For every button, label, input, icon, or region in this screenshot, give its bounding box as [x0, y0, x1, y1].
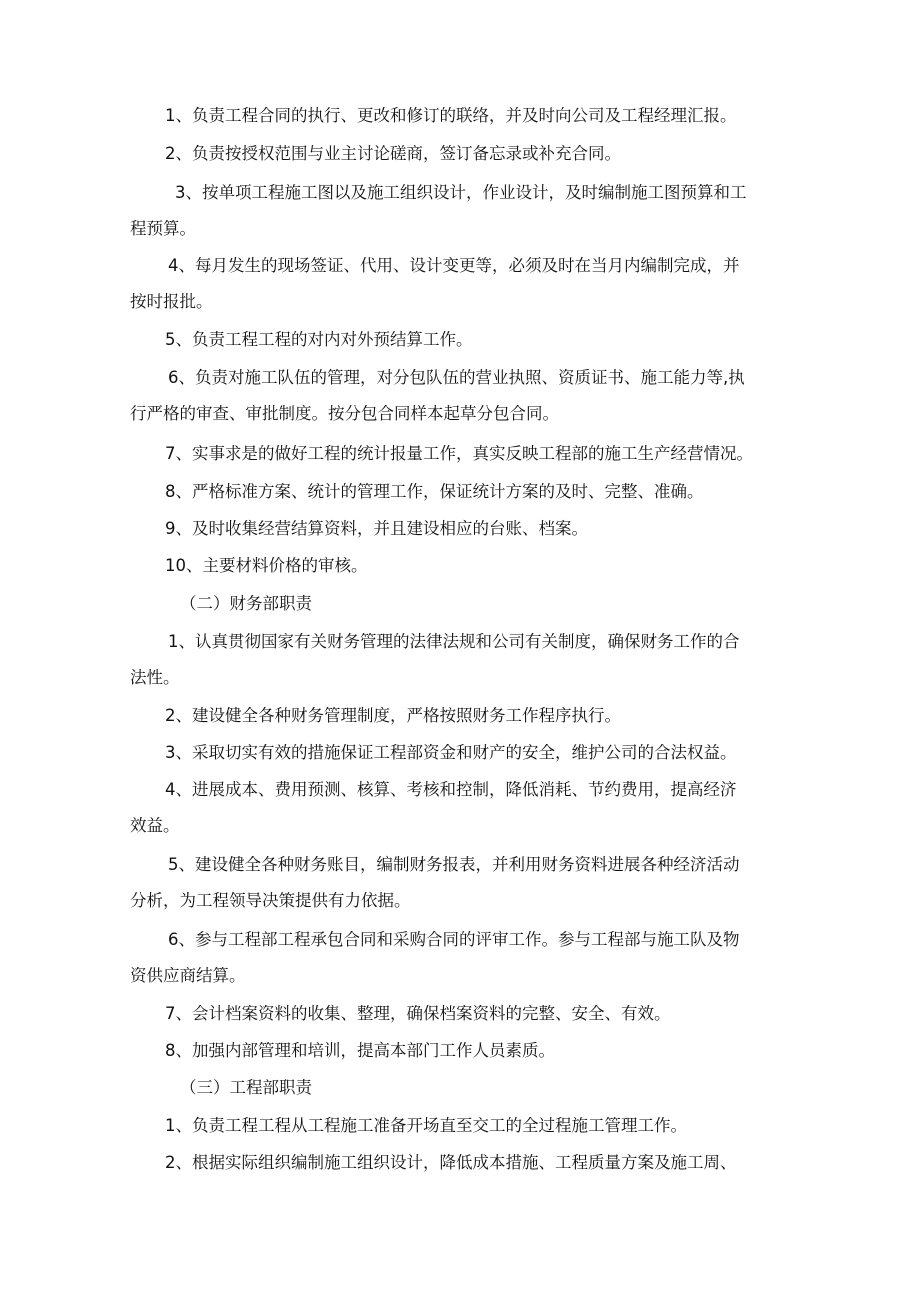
- paragraph-finance-6: [130, 922, 828, 994]
- paragraph-finance-4-line2: 效益。: [130, 816, 180, 835]
- paragraph-prev-7: 7、实事求是的做好工程的统计报量工作，真实反映工程部的施工生产经营情况。: [165, 444, 753, 463]
- paragraph-finance-2: 2、建设健全各种财务管理制度，严格按照财务工作程序执行。: [165, 706, 621, 725]
- paragraph-finance-1-line1: 1、认真贯彻国家有关财务管理的法律法规和公司有关制度，确保财务工作的合: [168, 632, 740, 651]
- paragraph-finance-5: [130, 847, 828, 919]
- paragraph-finance-5-line1: 5、建设健全各种财务账目，编制财务报表，并利用财务资料进展各种经济活动: [168, 855, 740, 874]
- paragraph-finance-3: 3、采取切实有效的措施保证工程部资金和财产的安全，维护公司的合法权益。: [165, 743, 737, 762]
- heading-engineering: （三）工程部职责: [180, 1078, 312, 1097]
- paragraph-prev-6-line1: 6、负责对施工队伍的管理，对分包队伍的营业执照、资质证书、施工能力等,执: [168, 368, 745, 387]
- paragraph-prev-4-line1: 4、每月发生的现场签证、代用、设计变更等，必须及时在当月内编制完成，并: [168, 256, 740, 275]
- paragraph-finance-1: [130, 624, 828, 696]
- paragraph-prev-2: 2、负责按授权范围与业主讨论磋商，签订备忘录或补充合同。: [165, 144, 621, 163]
- paragraph-engineering-1: 1、负责工程工程从工程施工准备开场直至交工的全过程施工管理工作。: [165, 1116, 687, 1135]
- paragraph-finance-4: [130, 772, 825, 844]
- paragraph-finance-6-line2: 资供应商结算。: [130, 966, 246, 985]
- paragraph-prev-3-line2: 程预算。: [130, 219, 196, 238]
- paragraph-finance-5-line2: 分析，为工程领导决策提供有力依据。: [130, 891, 411, 910]
- paragraph-prev-1: 1、负责工程合同的执行、更改和修订的联络，并及时向公司及工程经理汇报。: [165, 106, 737, 125]
- paragraph-prev-3: [130, 175, 835, 247]
- paragraph-prev-8: 8、严格标准方案、统计的管理工作，保证统计方案的及时、完整、准确。: [165, 482, 704, 501]
- heading-finance: （二）财务部职责: [180, 594, 312, 613]
- paragraph-prev-4-line2: 按时报批。: [130, 292, 213, 311]
- paragraph-prev-3-line1: 3、按单项工程施工图以及施工组织设计，作业设计，及时编制施工图预算和工: [175, 183, 747, 202]
- paragraph-finance-1-line2: 法性。: [130, 668, 180, 687]
- paragraph-finance-4-line1: 4、进展成本、费用预测、核算、考核和控制，降低消耗、节约费用，提高经济: [165, 780, 737, 799]
- paragraph-finance-7: 7、会计档案资料的收集、整理，确保档案资料的完整、安全、有效。: [165, 1004, 671, 1023]
- paragraph-prev-10: 10、主要材料价格的审核。: [165, 556, 368, 575]
- paragraph-prev-5: 5、负责工程工程的对内对外预结算工作。: [165, 330, 473, 349]
- paragraph-prev-4: [130, 248, 828, 320]
- paragraph-prev-9: 9、及时收集经营结算资料，并且建设相应的台账、档案。: [165, 519, 588, 538]
- paragraph-engineering-2: 2、根据实际组织编制施工组织设计，降低成本措施、工程质量方案及施工周、: [165, 1153, 737, 1172]
- paragraph-prev-6-line2: 行严格的审查、审批制度。按分包合同样本起草分包合同。: [130, 404, 559, 423]
- paragraph-finance-6-line1: 6、参与工程部工程承包合同和采购合同的评审工作。参与工程部与施工队及物: [168, 930, 740, 949]
- paragraph-finance-8: 8、加强内部管理和培训，提高本部门工作人员素质。: [165, 1041, 555, 1060]
- paragraph-prev-6: [130, 360, 828, 432]
